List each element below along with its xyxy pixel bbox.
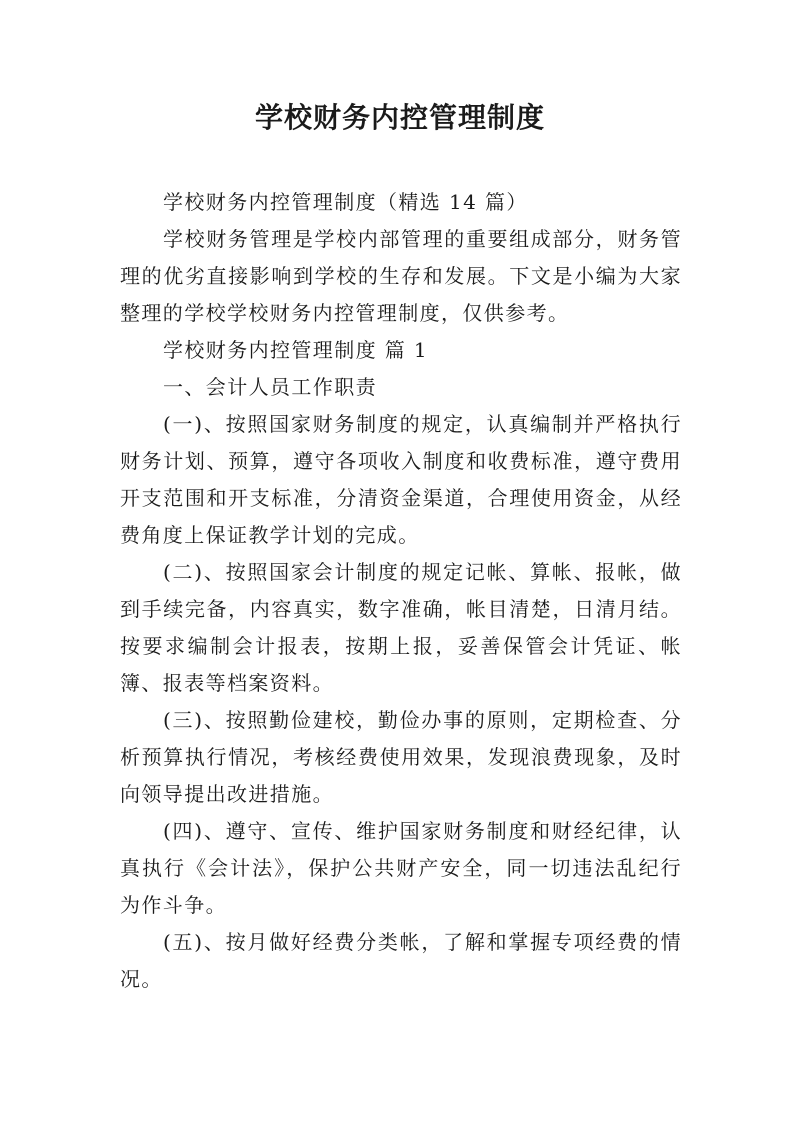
intro-heading: 学校财务内控管理制度（精选 14 篇） <box>163 190 528 214</box>
list-item: (三)、按照勤俭建校，勤俭办事的原则，定期检查、分析预算执行情况，考核经费使用效果，发现浪费现象，及时向领导提出改进措施。 <box>120 708 682 806</box>
section-heading: 学校财务内控管理制度 篇 1 <box>163 338 429 362</box>
document-body <box>120 184 682 998</box>
intro-paragraph: 学校财务管理是学校内部管理的重要组成部分，财务管理的优劣直接影响到学校的生存和发展。下文是小编为大家整理的学校学校财务内控管理制度，仅供参考。 <box>120 227 682 325</box>
subsection-heading: 一、会计人员工作职责 <box>163 375 377 399</box>
list-item: (五)、按月做好经费分类帐，了解和掌握专项经费的情况。 <box>120 930 682 991</box>
document-title: 学校财务内控管理制度 <box>254 101 545 134</box>
list-item: (一)、按照国家财务制度的规定，认真编制并严格执行财务计划、预算，遵守各项收入制度和收费标准，遵守费用开支范围和开支标准，分清资金渠道，合理使用资金，从经费角度上保证教学计划的完成。 <box>120 412 682 547</box>
list-item: (四)、遵守、宣传、维护国家财务制度和财经纪律，认真执行《会计法》，保护公共财产安全，同一切违法乱纪行为作斗争。 <box>120 819 682 917</box>
list-item: (二)、按照国家会计制度的规定记帐、算帐、报帐，做到手续完备，内容真实，数字准确，帐目清楚，日清月结。按要求编制会计报表，按期上报，妥善保管会计凭证、帐簿、报表等档案资料。 <box>120 560 682 695</box>
